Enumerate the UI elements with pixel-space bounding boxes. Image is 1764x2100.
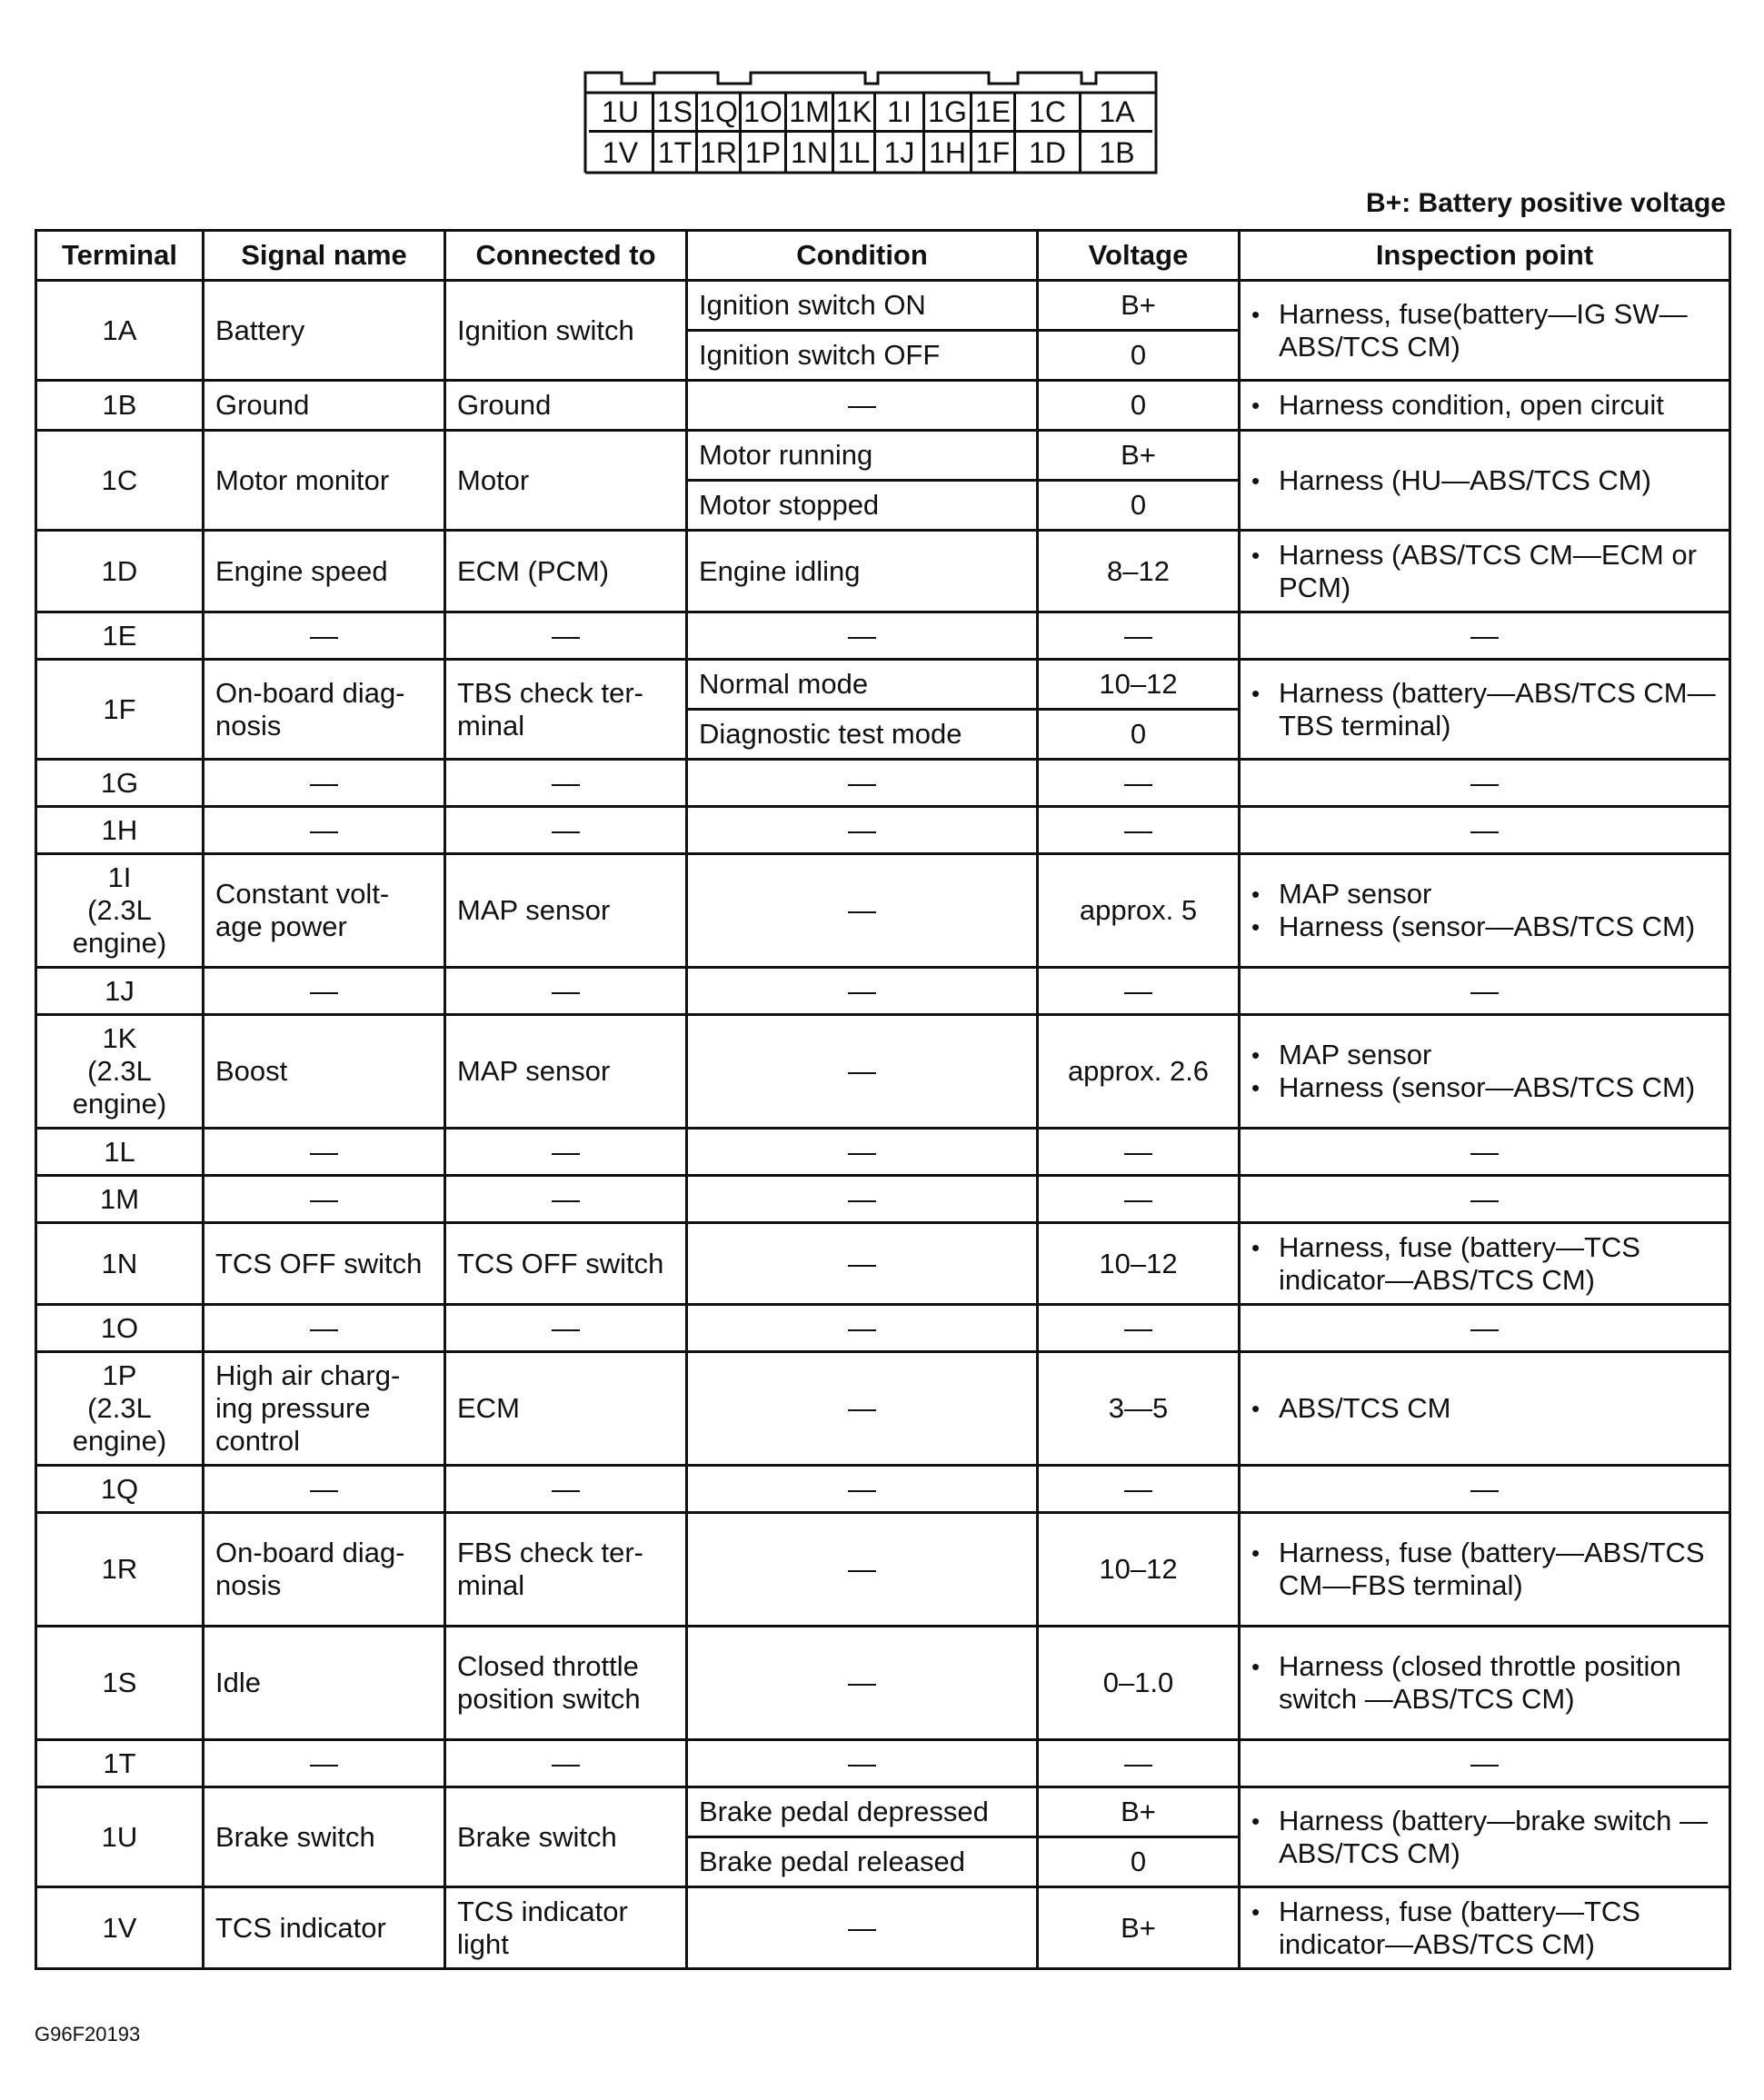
inspection-cell: — bbox=[1240, 1305, 1730, 1352]
terminal-cell: 1V bbox=[36, 1887, 204, 1969]
connected-cell: FBS check ter-minal bbox=[445, 1513, 687, 1627]
inspection-cell bbox=[1240, 854, 1730, 968]
condition-cell: Motor running bbox=[687, 431, 1038, 481]
voltage-cell: — bbox=[1038, 1176, 1240, 1223]
signal-cell: TCS OFF switch bbox=[204, 1223, 445, 1305]
bullet-icon: • bbox=[1251, 300, 1261, 328]
condition-cell: — bbox=[687, 1129, 1038, 1176]
figure-id: G96F20193 bbox=[35, 2023, 141, 2045]
inspection-cell bbox=[1240, 1887, 1730, 1969]
pin-1G: 1G bbox=[925, 93, 972, 133]
signal-cell: Engine speed bbox=[204, 531, 445, 612]
table-row bbox=[36, 1740, 1730, 1787]
voltage-cell: 0–1.0 bbox=[1038, 1627, 1240, 1740]
pin-1N: 1N bbox=[787, 133, 834, 173]
signal-cell: TCS indicator bbox=[204, 1887, 445, 1969]
connected-cell: TCS OFF switch bbox=[445, 1223, 687, 1305]
terminal-cell: 1S bbox=[36, 1627, 204, 1740]
terminal-cell: 1N bbox=[36, 1223, 204, 1305]
bullet-icon: • bbox=[1251, 1897, 1261, 1926]
condition-cell: — bbox=[687, 760, 1038, 807]
signal-cell: Constant volt-age power bbox=[204, 854, 445, 968]
voltage-cell: 0 bbox=[1038, 710, 1240, 760]
signal-cell: Brake switch bbox=[204, 1787, 445, 1887]
connected-cell: TBS check ter-minal bbox=[445, 660, 687, 760]
signal-cell: Battery bbox=[204, 281, 445, 381]
table-row bbox=[36, 968, 1730, 1015]
inspection-cell bbox=[1240, 431, 1730, 531]
terminal-cell: 1O bbox=[36, 1305, 204, 1352]
terminal-cell: 1C bbox=[36, 431, 204, 531]
header-condition: Condition bbox=[687, 231, 1038, 281]
pin-1M: 1M bbox=[787, 93, 834, 133]
inspection-item: • Harness, fuse (battery—ABS/TCS CM—FBS terminal) bbox=[1251, 1537, 1705, 1601]
voltage-cell: — bbox=[1038, 807, 1240, 854]
inspection-item: • Harness, fuse (battery—TCS indicator—ABS/TCS CM) bbox=[1251, 1230, 1640, 1296]
inspection-cell bbox=[1240, 1627, 1730, 1740]
connected-cell: — bbox=[445, 1305, 687, 1352]
terminal-cell: 1H bbox=[36, 807, 204, 854]
table-row bbox=[36, 807, 1730, 854]
terminal-cell bbox=[36, 1015, 204, 1129]
inspection-cell: — bbox=[1240, 1176, 1730, 1223]
condition-cell: — bbox=[687, 854, 1038, 968]
inspection-item: • Harness (ABS/TCS CM—ECM or PCM) bbox=[1251, 538, 1697, 603]
condition-cell: — bbox=[687, 1466, 1038, 1513]
bullet-icon: • bbox=[1251, 679, 1261, 707]
voltage-cell: — bbox=[1038, 1466, 1240, 1513]
pin-1O: 1O bbox=[742, 93, 787, 133]
connected-cell: MAP sensor bbox=[445, 854, 687, 968]
connected-cell: Motor bbox=[445, 431, 687, 531]
inspection-cell: — bbox=[1240, 968, 1730, 1015]
condition-cell: Brake pedal released bbox=[687, 1837, 1038, 1887]
signal-cell: High air charg-ing pressure control bbox=[204, 1352, 445, 1466]
bullet-icon: • bbox=[1251, 1806, 1261, 1835]
terminal-id: 1I bbox=[107, 861, 132, 894]
voltage-cell: — bbox=[1038, 1305, 1240, 1352]
condition-cell: Brake pedal depressed bbox=[687, 1787, 1038, 1837]
inspection-cell: — bbox=[1240, 1466, 1730, 1513]
signal-cell: — bbox=[204, 968, 445, 1015]
pin-1A: 1A bbox=[1081, 93, 1152, 133]
terminal-cell: 1D bbox=[36, 531, 204, 612]
pin-1I: 1I bbox=[876, 93, 925, 133]
terminal-cell: 1E bbox=[36, 612, 204, 660]
condition-cell: Motor stopped bbox=[687, 481, 1038, 531]
connected-cell: Closed throttle position switch bbox=[445, 1627, 687, 1740]
terminal-cell: 1G bbox=[36, 760, 204, 807]
connector-diagram bbox=[582, 64, 1160, 176]
voltage-cell: 0 bbox=[1038, 1837, 1240, 1887]
inspection-cell bbox=[1240, 1513, 1730, 1627]
inspection-cell: — bbox=[1240, 1129, 1730, 1176]
bullet-icon: • bbox=[1251, 1233, 1261, 1261]
inspection-item: • MAP sensor bbox=[1251, 1039, 1432, 1070]
voltage-cell: approx. 5 bbox=[1038, 854, 1240, 968]
pin-1S: 1S bbox=[654, 93, 698, 133]
table-row bbox=[36, 1352, 1730, 1466]
table-row bbox=[36, 854, 1730, 968]
pin-1V: 1V bbox=[589, 133, 654, 173]
terminal-cell: 1B bbox=[36, 381, 204, 431]
condition-cell: — bbox=[687, 1176, 1038, 1223]
signal-cell: — bbox=[204, 760, 445, 807]
inspection-item: • Harness, fuse (battery—TCS indicator—ABS/TCS CM) bbox=[1251, 1895, 1640, 1960]
pin-1Q: 1Q bbox=[698, 93, 742, 133]
signal-cell: — bbox=[204, 1466, 445, 1513]
signal-cell: On-board diag-nosis bbox=[204, 1513, 445, 1627]
voltage-cell: 0 bbox=[1038, 331, 1240, 381]
connected-cell: — bbox=[445, 612, 687, 660]
pin-1L: 1L bbox=[834, 133, 876, 173]
bullet-icon: • bbox=[1251, 1539, 1261, 1568]
bullet-icon: • bbox=[1251, 881, 1261, 908]
condition-cell: Normal mode bbox=[687, 660, 1038, 710]
connected-cell: Ignition switch bbox=[445, 281, 687, 381]
table-row bbox=[36, 760, 1730, 807]
voltage-cell: 0 bbox=[1038, 481, 1240, 531]
table-row bbox=[36, 612, 1730, 660]
terminal-spec-table bbox=[35, 229, 1731, 1970]
bullet-icon: • bbox=[1251, 541, 1261, 569]
pin-1B: 1B bbox=[1099, 136, 1135, 169]
table-row bbox=[36, 1176, 1730, 1223]
bullet-icon: • bbox=[1251, 466, 1261, 494]
table-row bbox=[36, 1513, 1730, 1627]
connected-cell: — bbox=[445, 1466, 687, 1513]
table-row bbox=[36, 1129, 1730, 1176]
inspection-item: • Harness (sensor—ABS/TCS CM) bbox=[1251, 911, 1696, 942]
inspection-cell: — bbox=[1240, 807, 1730, 854]
voltage-cell: B+ bbox=[1038, 281, 1240, 331]
inspection-cell: — bbox=[1240, 760, 1730, 807]
terminal-cell: 1R bbox=[36, 1513, 204, 1627]
signal-cell: — bbox=[204, 612, 445, 660]
header-voltage: Voltage bbox=[1038, 231, 1240, 281]
connected-cell: ECM (PCM) bbox=[445, 531, 687, 612]
voltage-cell: 10–12 bbox=[1038, 1223, 1240, 1305]
connector-pin-grid bbox=[589, 93, 1152, 173]
inspection-cell bbox=[1240, 281, 1730, 381]
connected-cell: MAP sensor bbox=[445, 1015, 687, 1129]
bullet-icon: • bbox=[1251, 913, 1261, 941]
header-connected: Connected to bbox=[445, 231, 687, 281]
condition-cell: — bbox=[687, 1887, 1038, 1969]
pin-1T: 1T bbox=[654, 133, 698, 173]
table-row bbox=[36, 281, 1730, 331]
voltage-cell: — bbox=[1038, 968, 1240, 1015]
voltage-cell: — bbox=[1038, 1129, 1240, 1176]
inspection-cell bbox=[1240, 660, 1730, 760]
condition-cell: — bbox=[687, 1352, 1038, 1466]
table-row bbox=[36, 1887, 1730, 1969]
connected-cell: — bbox=[445, 807, 687, 854]
table-row bbox=[36, 1466, 1730, 1513]
signal-cell: — bbox=[204, 1305, 445, 1352]
condition-cell: — bbox=[687, 1627, 1038, 1740]
terminal-cell: 1J bbox=[36, 968, 204, 1015]
inspection-item: • Harness, fuse(battery—IG SW—ABS/TCS CM) bbox=[1251, 297, 1688, 363]
bullet-icon: • bbox=[1251, 1074, 1261, 1101]
terminal-cell bbox=[36, 854, 204, 968]
pin-1H: 1H bbox=[925, 133, 972, 173]
pin-1E: 1E bbox=[972, 93, 1016, 133]
pin-1F: 1F bbox=[972, 133, 1016, 173]
voltage-cell: 10–12 bbox=[1038, 1513, 1240, 1627]
table-header-row bbox=[36, 231, 1730, 281]
inspection-cell: — bbox=[1240, 1740, 1730, 1787]
bullet-icon: • bbox=[1251, 392, 1261, 419]
terminal-cell: 1F bbox=[36, 660, 204, 760]
condition-cell: Engine idling bbox=[687, 531, 1038, 612]
pin-1U: 1U bbox=[589, 93, 654, 133]
condition-cell: — bbox=[687, 612, 1038, 660]
voltage-cell: 8–12 bbox=[1038, 531, 1240, 612]
terminal-note: (2.3L engine) bbox=[72, 1392, 167, 1457]
connected-cell: — bbox=[445, 760, 687, 807]
condition-cell: — bbox=[687, 807, 1038, 854]
voltage-cell: B+ bbox=[1038, 1887, 1240, 1969]
inspection-item: • Harness condition, open circuit bbox=[1251, 389, 1664, 421]
table-row bbox=[36, 431, 1730, 481]
inspection-item: • Harness (closed throttle position switch —ABS/TCS CM) bbox=[1251, 1650, 1681, 1715]
signal-cell: — bbox=[204, 1129, 445, 1176]
connected-cell: — bbox=[445, 1129, 687, 1176]
connected-cell: — bbox=[445, 1176, 687, 1223]
terminal-cell: 1T bbox=[36, 1740, 204, 1787]
connected-cell: TCS indicator light bbox=[445, 1887, 687, 1969]
bullet-icon: • bbox=[1251, 1395, 1261, 1422]
table-row bbox=[36, 1627, 1730, 1740]
voltage-cell: 3—5 bbox=[1038, 1352, 1240, 1466]
inspection-item: • Harness (sensor—ABS/TCS CM) bbox=[1251, 1071, 1696, 1103]
voltage-cell: B+ bbox=[1038, 431, 1240, 481]
pin-1R: 1R bbox=[698, 133, 742, 173]
signal-cell: On-board diag-nosis bbox=[204, 660, 445, 760]
inspection-cell bbox=[1240, 1352, 1730, 1466]
condition-cell: — bbox=[687, 381, 1038, 431]
pin-1K: 1K bbox=[834, 93, 876, 133]
pin-1J: 1J bbox=[876, 133, 925, 173]
voltage-cell: — bbox=[1038, 760, 1240, 807]
signal-cell: Ground bbox=[204, 381, 445, 431]
connected-cell: Ground bbox=[445, 381, 687, 431]
table-row bbox=[36, 1787, 1730, 1837]
inspection-item: • ABS/TCS CM bbox=[1251, 1392, 1451, 1424]
terminal-cell: 1L bbox=[36, 1129, 204, 1176]
signal-cell: Boost bbox=[204, 1015, 445, 1129]
terminal-cell bbox=[36, 1352, 204, 1466]
header-terminal: Terminal bbox=[36, 231, 204, 281]
terminal-cell: 1M bbox=[36, 1176, 204, 1223]
voltage-legend: B+: Battery positive voltage bbox=[1366, 188, 1726, 218]
table-row bbox=[36, 381, 1730, 431]
condition-cell: — bbox=[687, 1015, 1038, 1129]
inspection-item: • Harness (battery—ABS/TCS CM—TBS terminal) bbox=[1251, 676, 1716, 741]
connected-cell: — bbox=[445, 1740, 687, 1787]
inspection-cell: — bbox=[1240, 612, 1730, 660]
terminal-cell: 1U bbox=[36, 1787, 204, 1887]
terminal-cell: 1Q bbox=[36, 1466, 204, 1513]
bullet-icon: • bbox=[1251, 1653, 1261, 1681]
condition-cell: Ignition switch ON bbox=[687, 281, 1038, 331]
inspection-cell bbox=[1240, 381, 1730, 431]
condition-cell: — bbox=[687, 1740, 1038, 1787]
condition-cell: — bbox=[687, 1305, 1038, 1352]
pin-1D: 1D bbox=[1016, 133, 1081, 173]
condition-cell: Ignition switch OFF bbox=[687, 331, 1038, 381]
condition-cell: — bbox=[687, 968, 1038, 1015]
condition-cell: — bbox=[687, 1223, 1038, 1305]
terminal-cell: 1A bbox=[36, 281, 204, 381]
condition-cell: — bbox=[687, 1513, 1038, 1627]
table-row bbox=[36, 1305, 1730, 1352]
inspection-item: • MAP sensor bbox=[1251, 878, 1432, 910]
signal-cell: Motor monitor bbox=[204, 431, 445, 531]
signal-cell: — bbox=[204, 1176, 445, 1223]
inspection-cell bbox=[1240, 1787, 1730, 1887]
voltage-cell: 10–12 bbox=[1038, 660, 1240, 710]
connected-cell: ECM bbox=[445, 1352, 687, 1466]
terminal-id: 1K bbox=[102, 1022, 137, 1055]
bullet-icon: • bbox=[1251, 1041, 1261, 1069]
inspection-cell bbox=[1240, 531, 1730, 612]
inspection-item: • Harness (HU—ABS/TCS CM) bbox=[1251, 463, 1651, 496]
voltage-cell: 0 bbox=[1038, 381, 1240, 431]
header-signal: Signal name bbox=[204, 231, 445, 281]
table-row bbox=[36, 1223, 1730, 1305]
voltage-cell: B+ bbox=[1038, 1787, 1240, 1837]
table-row bbox=[36, 1015, 1730, 1129]
header-inspection: Inspection point bbox=[1240, 231, 1730, 281]
voltage-cell: — bbox=[1038, 1740, 1240, 1787]
table-row bbox=[36, 660, 1730, 710]
terminal-id: 1P bbox=[102, 1359, 137, 1392]
inspection-cell bbox=[1240, 1015, 1730, 1129]
inspection-item: • Harness (battery—brake switch —ABS/TCS CM) bbox=[1251, 1804, 1709, 1869]
table-row bbox=[36, 531, 1730, 612]
signal-cell: — bbox=[204, 1740, 445, 1787]
terminal-note: (2.3L engine) bbox=[72, 894, 167, 959]
signal-cell: Idle bbox=[204, 1627, 445, 1740]
connected-cell: Brake switch bbox=[445, 1787, 687, 1887]
voltage-cell: approx. 2.6 bbox=[1038, 1015, 1240, 1129]
signal-cell: — bbox=[204, 807, 445, 854]
inspection-cell bbox=[1240, 1223, 1730, 1305]
condition-cell: Diagnostic test mode bbox=[687, 710, 1038, 760]
pin-1P: 1P bbox=[742, 133, 787, 173]
pin-1C: 1C bbox=[1016, 93, 1081, 133]
connected-cell: — bbox=[445, 968, 687, 1015]
terminal-note: (2.3L engine) bbox=[72, 1055, 167, 1120]
voltage-cell: — bbox=[1038, 612, 1240, 660]
